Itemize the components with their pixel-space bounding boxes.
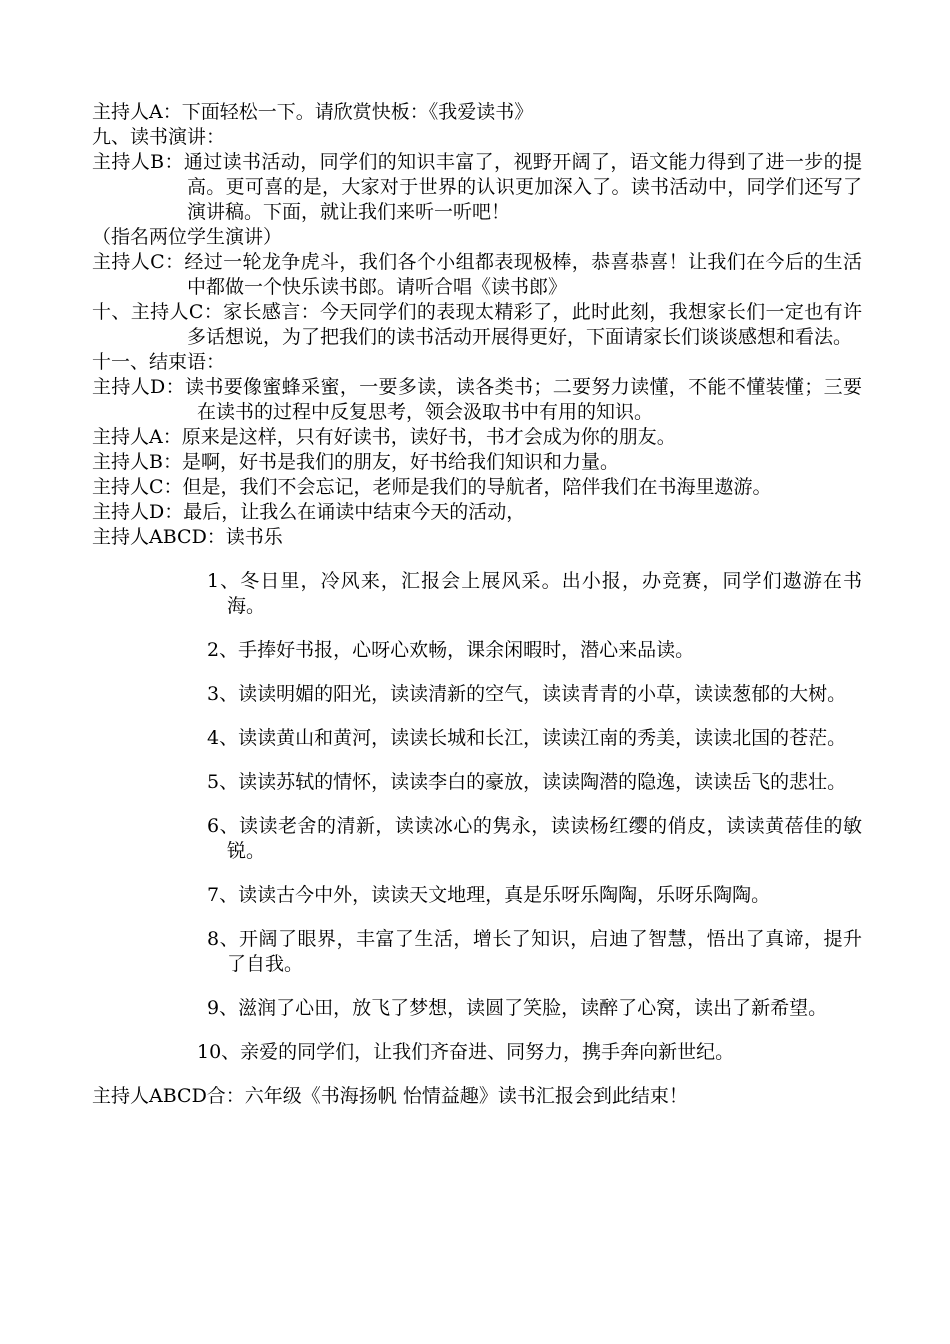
poem-line-6: 6、读读老舍的清新，读读冰心的隽永，读读杨红缨的俏皮，读读黄蓓佳的敏锐。 (207, 815, 862, 862)
host-b-speech-intro: 主持人B：通过读书活动，同学们的知识丰富了，视野开阔了，语文能力得到了进一步的提高。更可喜的是，大家对于世界的认识更加深入了。读书活动中，同学们还写了演讲稿。下面，就让我们来听一听吧！ (92, 151, 862, 223)
speech-note: （指名两位学生演讲） (92, 226, 283, 248)
host-a-line-1: 主持人A：下面轻松一下。请欣赏快板：《我爱读书》 (92, 101, 534, 123)
poem-line-5: 5、读读苏轼的情怀，读读李白的豪放，读读陶潜的隐逸，读读岳飞的悲壮。 (207, 771, 847, 793)
poem-line-3: 3、读读明媚的阳光，读读清新的空气，读读青青的小草，读读葱郁的大树。 (207, 683, 847, 705)
host-b-closing: 主持人B：是啊，好书是我们的朋友，好书给我们知识和力量。 (92, 451, 619, 473)
section-nine-heading: 九、读书演讲： (92, 126, 226, 148)
host-a-closing: 主持人A：原来是这样，只有好读书，读好书，书才会成为你的朋友。 (92, 426, 676, 448)
poem-line-1: 1、冬日里，冷风来，汇报会上展风采。出小报，办竞赛，同学们遨游在书海。 (207, 570, 862, 617)
poem-list (92, 569, 862, 1065)
host-d-closing-2: 主持人D：最后，让我么在诵读中结束今天的活动， (92, 501, 526, 523)
poem-line-9: 9、滋润了心田，放飞了梦想，读圆了笑脸，读醉了心窝，读出了新希望。 (207, 997, 828, 1019)
document-body (92, 100, 862, 1109)
section-eleven-heading: 十一、结束语： (92, 351, 226, 373)
closing-statement: 主持人ABCD合：六年级《书海扬帆 怡情益趣》读书汇报会到此结束！ (92, 1085, 688, 1107)
section-ten-parents: 十、主持人C：家长感言：今天同学们的表现太精彩了，此时此刻，我想家长们一定也有许多话想说，为了把我们的读书活动开展得更好，下面请家长们谈谈感想和看法。 (92, 301, 862, 348)
host-d-closing-1: 主持人D：读书要像蜜蜂采蜜，一要多读，读各类书；二要努力读懂，不能不懂装懂；三要在读书的过程中反复思考，领会汲取书中有用的知识。 (92, 376, 862, 423)
poem-line-8: 8、开阔了眼界，丰富了生活，增长了知识，启迪了智慧，悟出了真谛，提升了自我。 (207, 928, 862, 975)
poem-line-4: 4、读读黄山和黄河，读读长城和长江，读读江南的秀美，读读北国的苍茫。 (207, 727, 847, 749)
poem-line-10: 10、亲爱的同学们，让我们齐奋进、同努力，携手奔向新世纪。 (197, 1041, 735, 1063)
host-c-song-intro: 主持人C：经过一轮龙争虎斗，我们各个小组都表现极棒，恭喜恭喜！让我们在今后的生活中都做一个快乐读书郎。请听合唱《读书郎》 (92, 251, 862, 298)
host-abcd-poem-title: 主持人ABCD：读书乐 (92, 526, 283, 548)
poem-line-2: 2、手捧好书报，心呀心欢畅，课余闲暇时，潜心来品读。 (207, 639, 695, 661)
host-c-closing: 主持人C：但是，我们不会忘记，老师是我们的导航者，陪伴我们在书海里遨游。 (92, 476, 772, 498)
poem-line-7: 7、读读古今中外，读读天文地理，真是乐呀乐陶陶，乐呀乐陶陶。 (207, 884, 771, 906)
